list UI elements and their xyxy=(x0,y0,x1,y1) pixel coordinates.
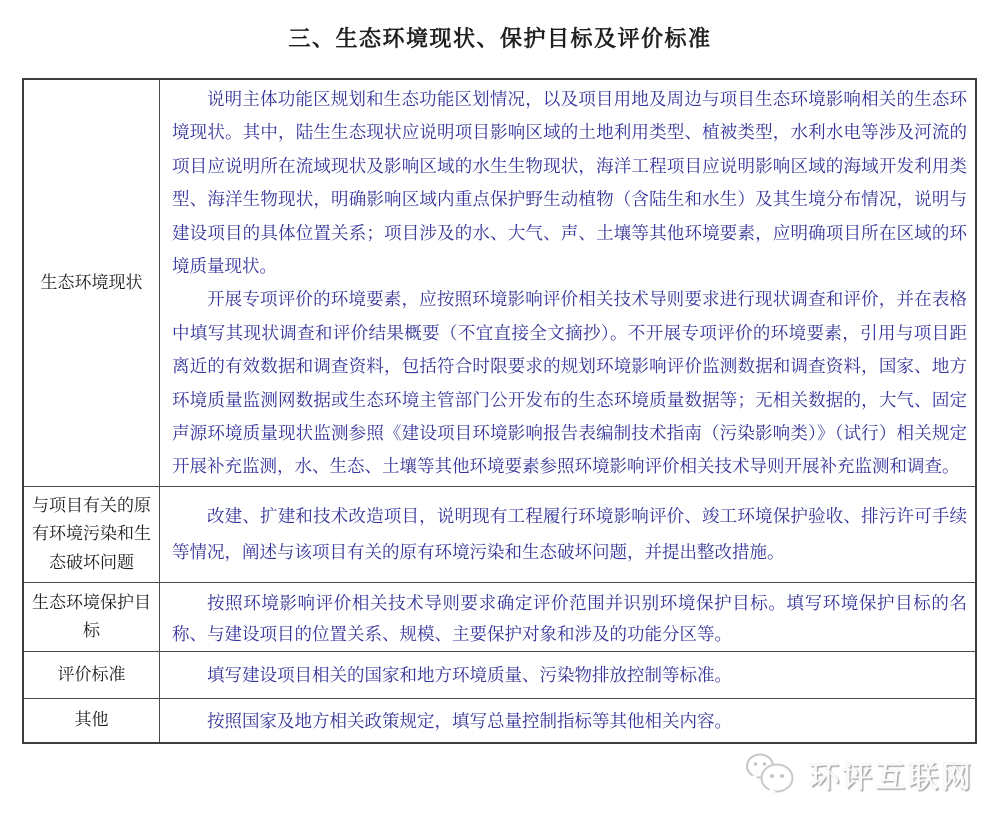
paragraph: 按照国家及地方相关政策规定，填写总量控制指标等其他相关内容。 xyxy=(207,710,732,731)
row-content-evaluation-standards xyxy=(160,652,975,698)
paragraph: 填写建设项目相关的国家和地方环境质量、污染物排放控制等标准。 xyxy=(207,665,732,685)
row-label-protection-targets: 生态环境保护目标 xyxy=(24,583,160,651)
table-row xyxy=(24,582,975,651)
eco-environment-table xyxy=(22,78,977,744)
row-label-evaluation-standards: 评价标准 xyxy=(24,652,160,698)
row-content-eco-status xyxy=(160,80,975,486)
row-label-eco-status: 生态环境现状 xyxy=(24,80,160,486)
table-row xyxy=(24,486,975,582)
page-title: 三、生态环境现状、保护目标及评价标准 xyxy=(288,26,712,51)
watermark xyxy=(743,751,974,797)
watermark-text: 环评互联网 xyxy=(809,761,974,794)
paragraph: 按照环境影响评价相关技术导则要求确定评价范围并识别环境保护目标。填写环境保护目标的名称、与建设项目的位置关系、规模、主要保护对象和涉及的功能分区等。 xyxy=(172,593,967,644)
row-label-existing-pollution: 与项目有关的原有环境污染和生态破坏问题 xyxy=(24,487,160,582)
table-row xyxy=(24,651,975,698)
row-content-protection-targets xyxy=(160,583,975,651)
row-content-other xyxy=(160,699,975,742)
row-content-existing-pollution xyxy=(160,487,975,582)
paragraph: 说明主体功能区规划和生态功能区划情况，以及项目用地及周边与项目生态环境影响相关的生态环境现状。其中，陆生生态现状应说明项目影响区域的土地利用类型、植被类型，水利水电等涉及河流的项目应说明所在流域现状及影响区域的水生生物现状，海洋工程项目应说明影响区域的海域开发利用类型、海洋生物现状，明确影响区域内重点保护野生动植物（含陆生和水生）及其生境分布情况，说明与建设项目的具体位置关系；项目涉及的水、大气、声、土壤等其他环境要素，应明确项目所在区域的环境质量现状。 xyxy=(172,89,967,277)
row-label-other: 其他 xyxy=(24,699,160,742)
paragraph: 改建、扩建和技术改造项目，说明现有工程履行环境影响评价、竣工环境保护验收、排污许可手续等情况，阐述与该项目有关的原有环境污染和生态破坏问题，并提出整改措施。 xyxy=(172,506,967,562)
table-row xyxy=(24,80,975,486)
table-row xyxy=(24,698,975,742)
paragraph: 开展专项评价的环境要素，应按照环境影响评价相关技术导则要求进行现状调查和评价，并在表格中填写其现状调查和评价结果概要（不宜直接全文摘抄）。不开展专项评价的环境要素，引用与项目距离近的有效数据和调查资料，包括符合时限要求的规划环境影响评价监测数据和调查资料，国家、地方环境质量监测网数据或生态环境主管部门公开发布的生态环境质量数据等；无相关数据的，大气、固定声源环境质量现状监测参照《建设项目环境影响报告表编制技术指南（污染影响类）》（试行）相关规定开展补充监测，水、生态、土壤等其他环境要素参照环境影响评价相关技术导则开展补充监测和调查。 xyxy=(172,289,967,477)
wechat-chat-bubbles-icon xyxy=(743,751,801,797)
